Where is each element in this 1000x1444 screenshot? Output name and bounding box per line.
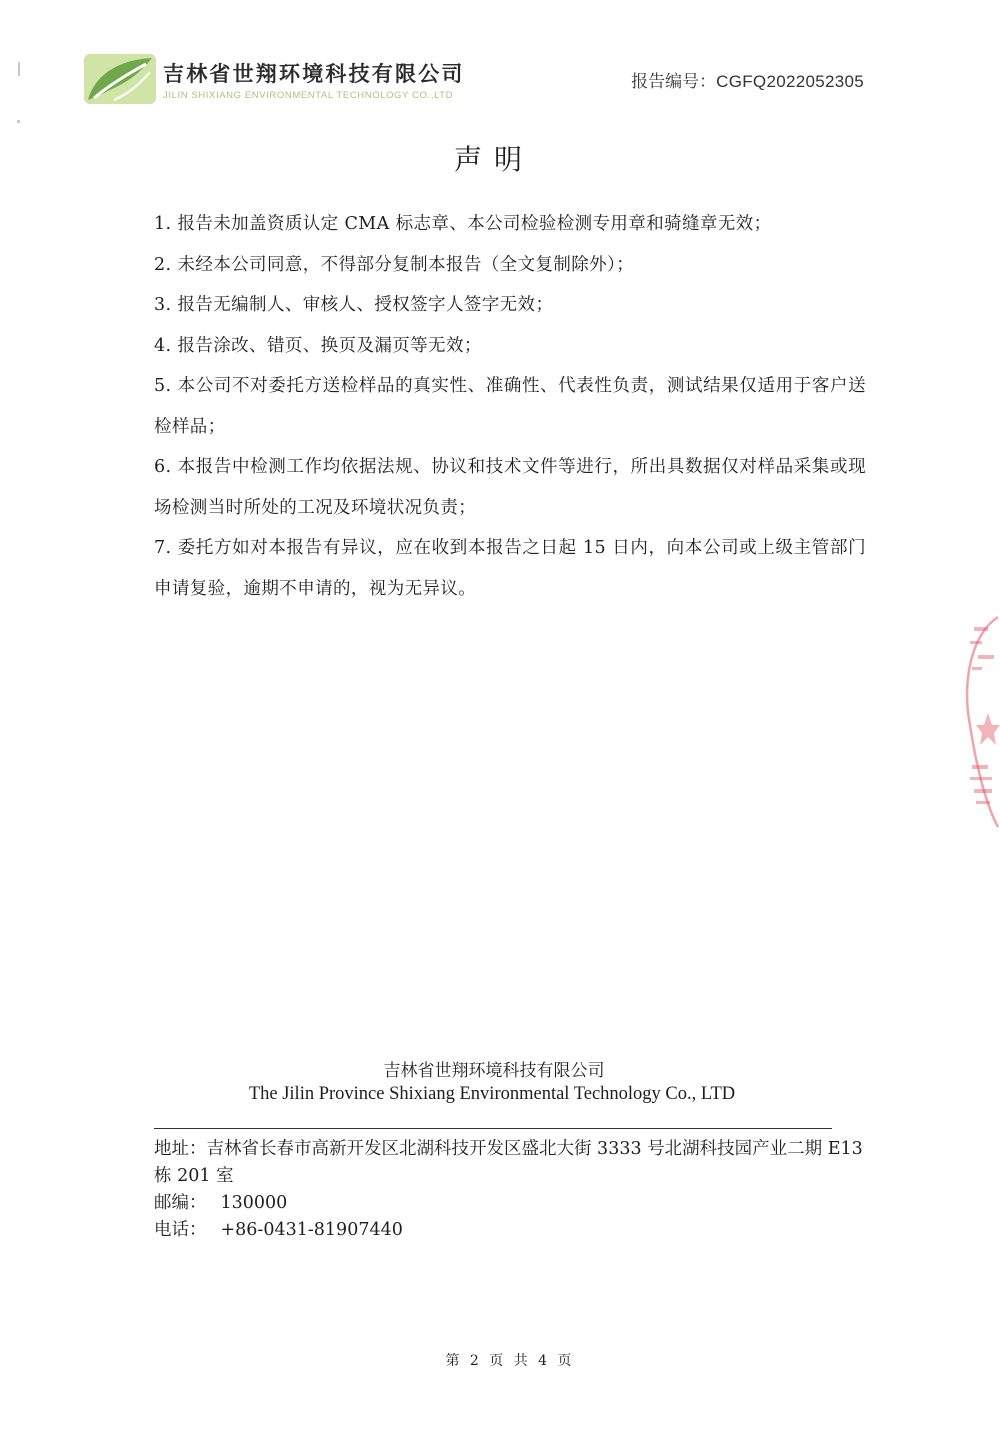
scan-edge-mark: [17, 120, 20, 123]
contact-info: [154, 1136, 870, 1244]
statement-item: 5. 本公司不对委托方送检样品的真实性、准确性、代表性负责，测试结果仅适用于客户送检样品；: [154, 376, 866, 437]
company-name-cn: 吉林省世翔环境科技有限公司: [163, 62, 465, 86]
statement-item: 4. 报告涂改、错页、换页及漏页等无效；: [154, 335, 482, 356]
footer-divider: [154, 1128, 832, 1129]
postcode-value: 130000: [220, 1193, 288, 1213]
statement-list: [154, 204, 866, 609]
footer-company-cn: 吉林省世翔环境科技有限公司: [383, 1061, 605, 1081]
phone-line: [154, 1217, 870, 1244]
page-title: 声明: [453, 143, 534, 176]
company-logo-icon: [84, 54, 156, 104]
phone-label: 电话：: [154, 1220, 207, 1240]
seal-stamp-fragment-icon: [950, 615, 1000, 830]
footer-company-en: The Jilin Province Shixiang Environmental Technology Co., LTD: [248, 1084, 736, 1104]
address-label: 地址：: [154, 1139, 207, 1159]
report-number-label: 报告编号：: [631, 72, 717, 92]
scan-edge-mark: [18, 62, 20, 76]
statement-item: 3. 报告无编制人、审核人、授权签字人签字无效；: [154, 295, 554, 315]
page-number: 第 2 页 共 4 页: [445, 1353, 575, 1369]
postcode-line: [154, 1190, 870, 1217]
address-value: 吉林省长春市高新开发区北湖科技开发区盛北大街 3333 号北湖科技园产业二期 E13 栋 201 室: [154, 1139, 863, 1186]
address-line: [154, 1136, 870, 1190]
report-number: [631, 67, 864, 92]
company-name-en: JILIN SHIXIANG ENVIRONMENTAL TECHNOLOGY CO.,LTD: [163, 90, 454, 101]
phone-value: +86-0431-81907440: [220, 1220, 403, 1240]
statement-item: 7. 委托方如对本报告有异议，应在收到本报告之日起 15 日内，向本公司或上级主管部门申请复验，逾期不申请的，视为无异议。: [154, 538, 866, 599]
report-number-value: CGFQ2022052305: [716, 72, 864, 91]
postcode-label: 邮编：: [154, 1193, 207, 1213]
statement-item: 2. 未经本公司同意，不得部分复制本报告（全文复制除外）；: [154, 254, 635, 275]
statement-item: 6. 本报告中检测工作均依据法规、协议和技术文件等进行，所出具数据仅对样品采集或现场检测当时所处的工况及环境状况负责；: [154, 457, 866, 518]
statement-item: 1. 报告未加盖资质认定 CMA 标志章、本公司检验检测专用章和骑缝章无效；: [154, 214, 772, 234]
